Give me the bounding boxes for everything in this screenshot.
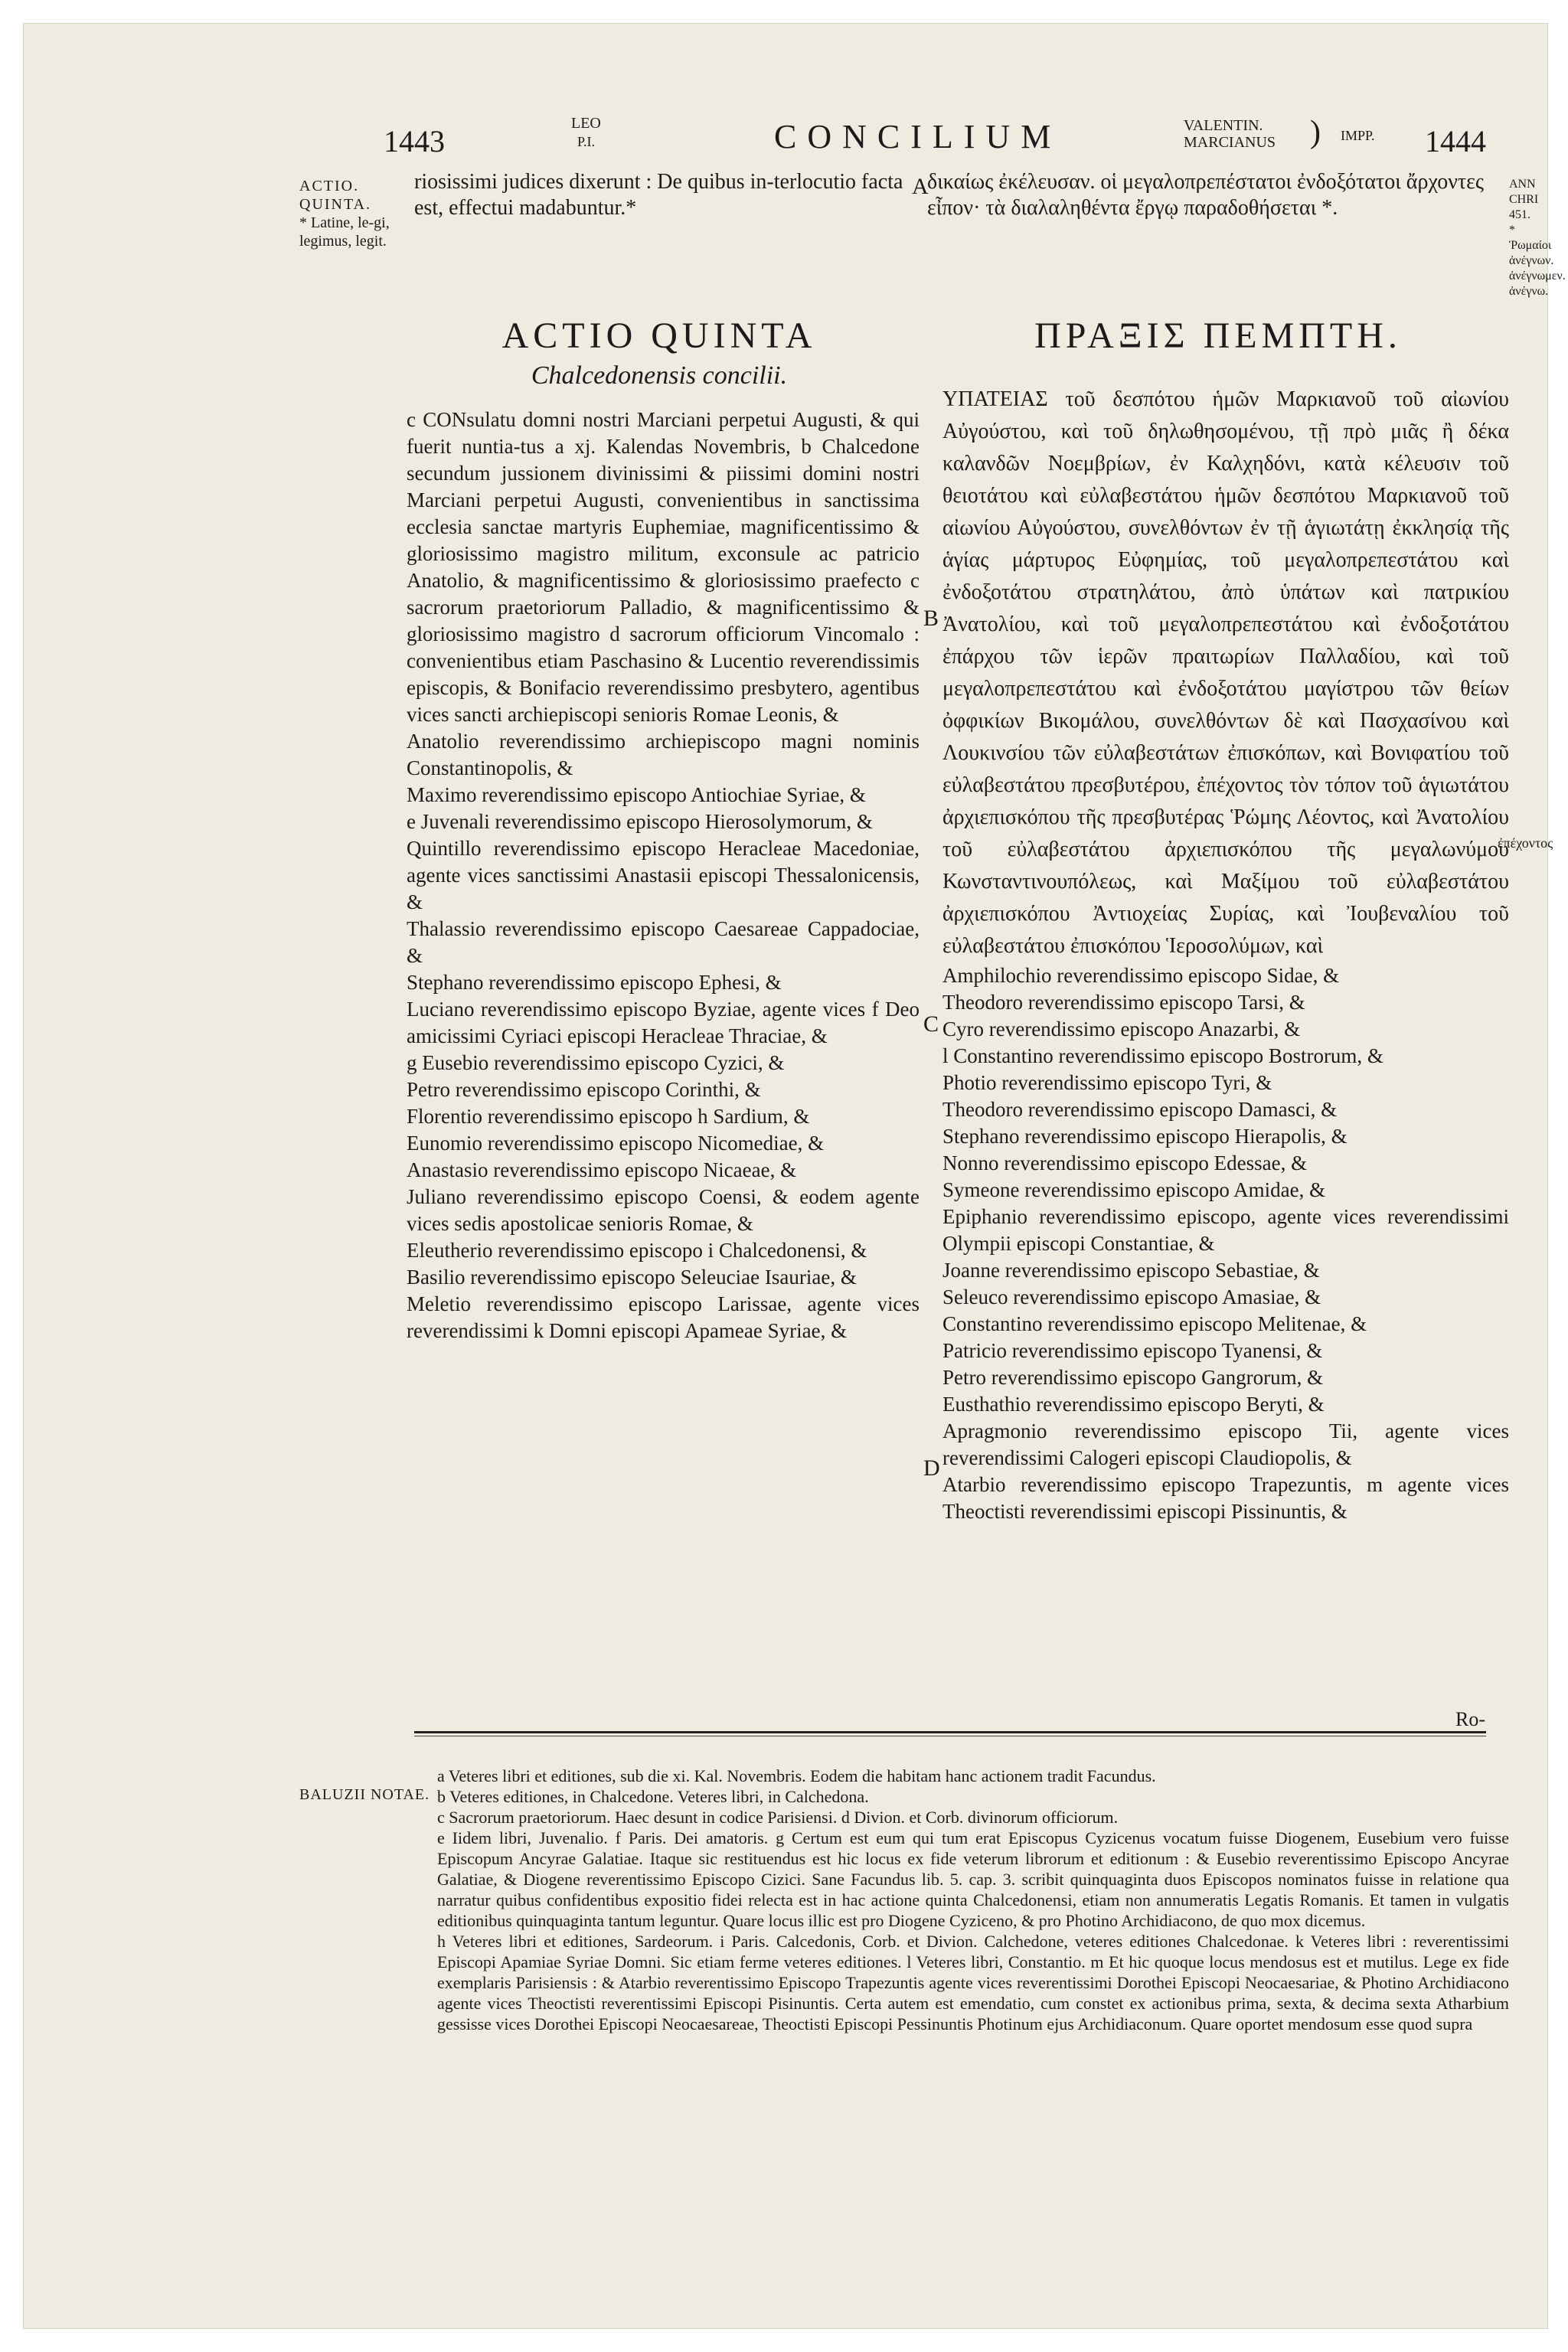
- leo-sub-label: P.I.: [577, 134, 595, 149]
- latin-line: Theodoro reverendissimo episcopo Tarsi, &: [942, 991, 1305, 1014]
- book-page: [23, 23, 1566, 2329]
- greek-margin-note: ἐπέχοντος: [1498, 835, 1553, 851]
- catchword: Ro-: [1455, 1708, 1485, 1730]
- left-page-number: 1443: [384, 124, 445, 158]
- latin-line: Meletio reverendissimo episcopo Larissae, agente vices reverendissimi k Domni episcopi Apameae Syriae, &: [407, 1292, 920, 1342]
- margin-year: 451.: [1509, 208, 1530, 221]
- latin-line: Anastasio reverendissimo episcopo Nicaeae, &: [407, 1158, 797, 1181]
- marcianus-label: MARCIANUS: [1184, 134, 1276, 151]
- margin-right-note: * Ῥωμαίοι ἀνέγνων. ἀνέγνωμεν. ἀνέγνω.: [1509, 224, 1566, 298]
- margin-ann: ANN: [1509, 178, 1536, 191]
- latin-line: Epiphanio reverendissimo episcopo, agente vices reverendissimi Olympii episcopi Constantiae, &: [942, 1205, 1509, 1255]
- latin-continuation: riosissimi judices dixerunt : De quibus in-terlocutio facta est, effectui madabuntur.*: [414, 170, 903, 220]
- latin-line: Stephano reverendissimo episcopo Hierapolis, &: [942, 1125, 1348, 1148]
- latin-line: Luciano reverendissimo episcopo Byziae, agente vices f Deo amicissimi Cyriaci episcopi Heracleae Thraciae, &: [407, 998, 920, 1047]
- latin-line: Stephano reverendissimo episcopo Ephesi, &: [407, 971, 782, 994]
- latin-line: l Constantino reverendissimo episcopo Bostrorum, &: [942, 1044, 1383, 1067]
- latin-line: Petro reverendissimo episcopo Gangrorum, &: [942, 1366, 1324, 1389]
- marker-d: D: [923, 1455, 940, 1481]
- footnote: a Veteres libri et editiones, sub die xi. Kal. Novembris. Eodem die habitam hanc actionem tradit Facundus.: [437, 1766, 1156, 1785]
- margin-chri: CHRI: [1509, 193, 1539, 206]
- latin-line: Eusthathio reverendissimo episcopo Beryti, &: [942, 1393, 1325, 1416]
- latin-line: Eunomio reverendissimo episcopo Nicomediae, &: [407, 1132, 825, 1155]
- footnotes: [437, 1766, 1509, 2034]
- footnote: e Iidem libri, Juvenalio. f Paris. Dei amatoris. g Certum est eum qui tum erat Episcopus Cyzicenus vocatum fuisse Diogenem, Eusebium vero fuisse Episcopum Ancyrae Galatiae. Itaque sic restituendus est hic locus ex fide veterum librorum et editionum : & Eusebio reverentissimo Episcopo Ancyrae Galatiae, & Diogene reverentissimo Episcopo Cizici. Sane Facundus lib. 5. cap. 3. scribit quinquaginta duos Episcopos nominatos fuisse in relatione qua narratur quibus confidentibus expositio fidei relecta est in hac actione quinta Chalcedonensi, etiam non annumeratis Legatis Romanis. Et tamen in vulgatis editionibus quinquaginta tantum leguntur. Quare locus illic est pro Diogene Cyziceno, & pro Photino Archidiacono, de quo mox dicemus.: [437, 1828, 1509, 1930]
- right-page-number: 1444: [1425, 124, 1486, 158]
- footnote: c Sacrorum praetoriorum. Haec desunt in codice Parisiensi. d Divion. et Corb. divinorum officiorum.: [437, 1808, 1119, 1827]
- latin-column: [407, 407, 920, 1344]
- leo-heading: [571, 114, 601, 151]
- latin-line: Atarbio reverendissimo episcopo Trapezuntis, m agente vices Theoctisti reverendissimi episcopi Pissinuntis, &: [942, 1473, 1509, 1523]
- greek-title: ΠΡΑΞΙΣ ΠΕΜΠΤΗ.: [1034, 315, 1402, 356]
- marker-a: A: [912, 174, 929, 199]
- latin-line: Nonno reverendissimo episcopo Edessae, &: [942, 1152, 1308, 1174]
- footnote-rule: [414, 1731, 1486, 1733]
- latin-line: g Eusebio reverendissimo episcopo Cyzici, &: [407, 1051, 785, 1074]
- margin-quinta: QUINTA.: [299, 196, 372, 213]
- emperors-heading: [1184, 117, 1276, 151]
- right-margin-notes: [1509, 177, 1566, 299]
- latin-line: Constantino reverendissimo episcopo Melitenae, &: [942, 1312, 1367, 1335]
- greek-continuation: δικαίως ἐκέλευσαν. οἱ μεγαλοπρεπέστατοι ἐνδοξότατοι ἄρχοντες εἶπον· τὰ διαλαληθέντα ἔργῳ παραδοθήσεται *.: [927, 170, 1485, 220]
- footnote: h Veteres libri et editiones, Sardeorum. i Paris. Calcedonis, Corb. et Divion. Calchedone, veteres editiones Chalcedonae. k Veteres libri : reverentissimi Episcopi Apamiae Syriae Domni. Sic etiam ferme veteres editiones. l Veteres libri, Constantio. m Et hic quoque locus mendosus est et mutilus. Lege ex fide exemplaris Parisiensis : & Atarbio reverentissimo Episcopo Trapezuntis agente vices reverentissimi Dorothei Episcopi Neocaesariae, & Photino Archidiacono agente vices Theoctisti reverentissimi Episcopi Pisinuntis. Certa autem est emendatio, cum constet ex actionibus prima, sexta, & decima sexta Atharbium gessisse vices Dorothei Episcopi Neocaesareae, Theoctisti Episcopi Pessinuntis Photinum ejus Archidiaconum. Quare oportet mendosum esse quod supra: [437, 1932, 1509, 2034]
- latin-line: Juliano reverendissimo episcopo Coensi, & eodem agente vices sedis apostolicae senioris Romae, &: [407, 1185, 920, 1235]
- latin-line: Petro reverendissimo episcopo Corinthi, &: [407, 1078, 761, 1101]
- latin-line: Eleutherio reverendissimo episcopo i Chalcedonensi, &: [407, 1239, 867, 1262]
- latin-line: Maximo reverendissimo episcopo Antiochiae Syriae, &: [407, 783, 866, 806]
- latin-line: Photio reverendissimo episcopo Tyri, &: [942, 1071, 1272, 1094]
- footnote: b Veteres editiones, in Chalcedone. Veteres libri, in Calchedona.: [437, 1787, 869, 1806]
- latin-line: Symeone reverendissimo episcopo Amidae, &: [942, 1178, 1326, 1201]
- latin-line: e Juvenali reverendissimo episcopo Hierosolymorum, &: [407, 810, 873, 833]
- greek-paragraph: ΥΠΑΤΕΙΑΣ τοῦ δεσπότου ἡμῶν Μαρκιανοῦ τοῦ αἰωνίου Αὐγούστου, καὶ τοῦ δηλωθησομένου, τῇ πρὸ μιᾶς ἢ δέκα καλανδῶν Νοεμβρίων, ἐν Καλχηδόνι, κατὰ κέλευσιν τοῦ θειοτάτου καὶ εὐλαβεστάτου ἡμῶν δεσπότου Μαρκιανοῦ τοῦ αἰωνίου Αὐγούστου, συνελθόντων ἐν τῇ ἁγιωτάτῃ ἐκκλησίᾳ τῆς ἁγίας μάρτυρος Εὐφημίας, τοῦ μεγαλοπρεπεστάτου καὶ ἐνδοξοτάτου στρατηλάτου, ἀπὸ ὑπάτων καὶ πατρικίου Ἀνατολίου, καὶ τοῦ μεγαλοπρεπεστάτου καὶ ἐνδοξοτάτου ἐπάρχου τῶν ἱερῶν πραιτωρίων Παλλαδίου, καὶ τοῦ μεγαλοπρεπεστάτου καὶ ἐνδοξοτάτου μαγίστρου τῶν θείων ὀφφικίων Βικομάλου, συνελθόντων δὲ καὶ Πασχασίνου καὶ Λουκινσίου τῶν εὐλαβεστάτων ἐπισκόπων, καὶ Βονιφατίου τοῦ εὐλαβεστάτου πρεσβυτέρου, ἐπέχοντος τὸν τόπον τοῦ ἁγιωτάτου ἀρχιεπισκόπου τῆς πρεσβυτέρας Ῥώμης Λέοντος, καὶ Ἀνατολίου τοῦ εὐλαβεστάτου ἀρχιεπισκόπου τῆς μεγαλωνύμου Κωνσταντινουπόλεως, καὶ Μαξίμου τοῦ εὐλαβεστάτου ἀρχιεπισκόπου Ἀντιοχείας Συρίας, καὶ Ἰουβεναλίου τοῦ εὐλαβεστάτου ἐπισκόπου Ἱεροσολύμων, καὶ: [942, 387, 1509, 958]
- latin-line: Theodoro reverendissimo episcopo Damasci, &: [942, 1098, 1338, 1121]
- marker-b: B: [923, 606, 939, 631]
- leo-label: LEO: [571, 115, 601, 132]
- margin-left-note: * Latine, le-gi, legimus, legit.: [299, 214, 390, 250]
- impp-label: IMPP.: [1341, 128, 1375, 143]
- page-header: [24, 85, 1547, 177]
- latin-line: Amphilochio reverendissimo episcopo Sidae, &: [942, 964, 1340, 987]
- margin-actio: ACTIO.: [299, 178, 360, 194]
- latin-subtitle: Chalcedonensis concilii.: [531, 361, 788, 390]
- running-title: CONCILIUM: [774, 118, 1062, 155]
- latin-line: Joanne reverendissimo episcopo Sebastiae, &: [942, 1259, 1320, 1282]
- latin-heading: [445, 315, 874, 390]
- latin-line: Seleuco reverendissimo episcopo Amasiae, &: [942, 1285, 1321, 1308]
- latin-paragraph: c CONsulatu domni nostri Marciani perpetui Augusti, & qui fuerit nuntia-tus a xj. Kalendas Novembris, b Chalcedone secundum jussionem divinissimi & piissimi domini nostri Marciani perpetui Augusti, convenientibus in sanctissima ecclesia sanctae martyris Euphemiae, magnificentissimo & gloriosissimo magistro militum, exconsule ac patricio Anatolio, & magnificentissimo & gloriosissimo praefecto c sacrorum praetoriorum Palladio, & magnificentissimo & gloriosissimo magistro d sacrorum officiorum Vincomalo : convenientibus etiam Paschasino & Lucentio reverendissimis episcopis, & Bonifacio reverendissimo presbytero, agentibus vices sancti archiepiscopi senioris Romae Leonis, &: [407, 408, 920, 726]
- notes-label: BALUZII NOTAE.: [299, 1786, 430, 1803]
- marker-c: C: [923, 1011, 939, 1037]
- greek-column: [942, 384, 1509, 1525]
- latin-line: Cyro reverendissimo episcopo Anazarbi, &: [942, 1018, 1301, 1040]
- brace-glyph: ): [1310, 115, 1321, 150]
- latin-line: Quintillo reverendissimo episcopo Heracleae Macedoniae, agente vices sanctissimi Anastasii episcopi Thessalonicensis, &: [407, 837, 920, 913]
- latin-title: ACTIO QUINTA: [501, 315, 817, 356]
- latin-line: Patricio reverendissimo episcopo Tyanensi, &: [942, 1339, 1323, 1362]
- latin-line: Apragmonio reverendissimo episcopo Tii, agente vices reverendissimi Calogeri episcopi Claudiopolis, &: [942, 1419, 1509, 1469]
- latin-line: Florentio reverendissimo episcopo h Sardium, &: [407, 1105, 810, 1128]
- valentin-label: VALENTIN.: [1184, 117, 1263, 134]
- latin-line: Anatolio reverendissimo archiepiscopo magni nominis Constantinopolis, &: [407, 730, 920, 779]
- latin-line: Basilio reverendissimo episcopo Seleuciae Isauriae, &: [407, 1266, 857, 1289]
- latin-line: Thalassio reverendissimo episcopo Caesareae Cappadociae, &: [407, 917, 920, 967]
